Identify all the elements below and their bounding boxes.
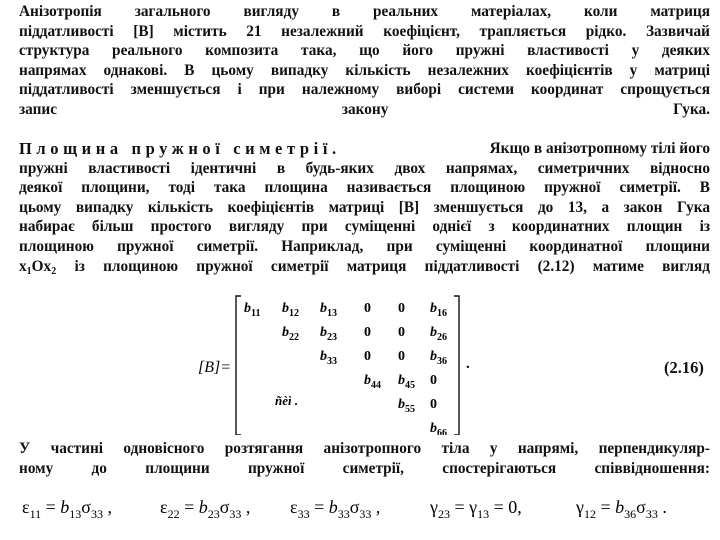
strain-relations bbox=[0, 488, 720, 528]
matrix-cell: 0 bbox=[398, 325, 405, 340]
text-fragment: Якщо в анізотропному тілі його bbox=[489, 140, 710, 157]
matrix-cell: $b_{13}$ bbox=[320, 301, 337, 319]
text-line: піддатливості [B] містить 21 незалежний коефіцієнт, трапляється рідко. Зазвичай bbox=[19, 22, 710, 40]
matrix-cell: $b_{23}$ bbox=[320, 325, 337, 343]
strain-relation: $\varepsilon_{11} = b_{13}\sigma_{33}$ , bbox=[22, 497, 112, 521]
subscript: 2 bbox=[51, 265, 57, 277]
text-line: Анізотропія загального вигляду в реальних матеріалах, коли матриця bbox=[19, 3, 710, 20]
text-line: запис закону Гука. bbox=[19, 100, 710, 118]
strain-relation: $\gamma_{23} = \gamma_{13} = 0$, bbox=[430, 497, 522, 521]
matrix-cell: $b_{11}$ bbox=[244, 301, 261, 319]
left-bracket bbox=[236, 296, 241, 435]
paragraph-uniaxial-tension bbox=[19, 439, 710, 478]
equation-number: (2.16) bbox=[664, 358, 704, 377]
matrix-equation bbox=[0, 290, 720, 435]
text-line: деякої площини, тоді така площина називається площиною пружної симетрії. В bbox=[19, 179, 710, 197]
matrix-cell: 0 bbox=[364, 301, 371, 316]
matrix-cell: $b_{36}$ bbox=[430, 349, 447, 367]
text-line: напрямах однакові. В цьому випадку кількість незалежних коефіцієнтів у матриці bbox=[19, 61, 710, 79]
text-line: структура реального композита така, що його пружні властивості у деяких bbox=[19, 42, 710, 60]
matrix-cell: 0 bbox=[398, 301, 405, 316]
matrix-cell: 0 bbox=[364, 349, 371, 364]
text-line: цьому випадку кількість коефіцієнтів матриці [B] зменшується до 13, а закон Гука bbox=[19, 198, 710, 216]
matrix-cell: $b_{66}$ bbox=[430, 421, 447, 435]
matrix-cell: 0 bbox=[364, 325, 371, 340]
matrix-cell: 0 bbox=[430, 397, 437, 412]
matrix-cell: $b_{12}$ bbox=[282, 301, 299, 319]
text-line: пружні властивості ідентичні в будь-яких двох напрямах, симетричних відносно bbox=[19, 159, 710, 177]
equation-dot: . bbox=[466, 356, 470, 372]
matrix-cell: $b_{26}$ bbox=[430, 325, 447, 343]
matrix-cell: $b_{22}$ bbox=[282, 325, 299, 343]
section-heading: Площина пружної симетрії. bbox=[19, 139, 341, 158]
text-line: У частині одновісного розтягання анізотропного тіла у напрямі, перпендикуляр- bbox=[19, 440, 710, 457]
right-bracket bbox=[454, 296, 459, 435]
text-line bbox=[19, 139, 710, 159]
text-line: піддатливості зменшується і при належному виборі системи координат спрощується bbox=[19, 81, 710, 99]
math-symbol: Ox bbox=[31, 257, 52, 275]
matrix-cell: 0 bbox=[398, 349, 405, 364]
strain-relation: $\gamma_{12} = b_{36}\sigma_{33}$ . bbox=[576, 497, 667, 521]
matrix-cell: $b_{33}$ bbox=[320, 349, 337, 367]
relations-group bbox=[22, 497, 667, 521]
matrix-lhs: [B]= bbox=[198, 359, 232, 376]
subscript: 1 bbox=[26, 265, 32, 277]
text-line: ному до площини пружної симетрії, спостерігаються співвідношення: bbox=[19, 459, 710, 477]
strain-relation: $\varepsilon_{33} = b_{33}\sigma_{33}$ , bbox=[290, 497, 381, 521]
matrix-cell: $b_{16}$ bbox=[430, 301, 447, 319]
paragraph-symmetry-plane bbox=[19, 139, 710, 281]
symmetric-label: ñèì . bbox=[275, 393, 299, 408]
matrix-cell: $b_{45}$ bbox=[398, 373, 415, 391]
matrix-cell: 0 bbox=[430, 373, 437, 388]
strain-relation: $\varepsilon_{22} = b_{23}\sigma_{33}$ , bbox=[160, 497, 251, 521]
matrix-cells bbox=[244, 301, 447, 435]
text-line bbox=[19, 257, 710, 282]
matrix-cell: $b_{44}$ bbox=[364, 373, 381, 391]
paragraph-anisotropy bbox=[19, 2, 710, 120]
text-line: площиною пружної симетрії. Наприклад, при суміщенні координатної площини bbox=[19, 237, 710, 255]
text-fragment: із площиною пружної симетрії матриця піддатливості (2.12) матиме вигляд bbox=[56, 257, 710, 275]
math-symbol: x bbox=[19, 257, 27, 275]
text-line: набирає більш простого вигляду при суміщенні однієї з координатних площин із bbox=[19, 218, 710, 236]
matrix-cell: $b_{55}$ bbox=[398, 397, 415, 415]
